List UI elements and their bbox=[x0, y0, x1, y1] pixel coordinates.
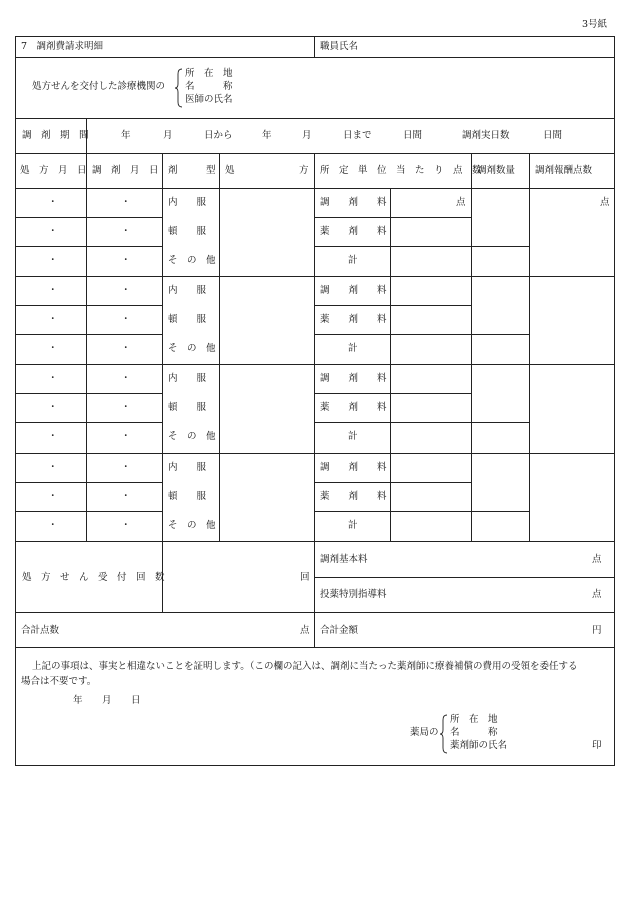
rx-date-field[interactable]: ・ bbox=[48, 431, 58, 442]
period-day-to: 日まで bbox=[343, 130, 372, 141]
dispense-date-field[interactable]: ・ bbox=[121, 226, 131, 237]
rx-date-field[interactable]: ・ bbox=[48, 343, 58, 354]
period-month-to: 月 bbox=[302, 130, 312, 141]
subtotal-label: 計 bbox=[348, 343, 358, 354]
rx-date-field[interactable]: ・ bbox=[48, 226, 58, 237]
pharmacy-fields[interactable] bbox=[512, 712, 588, 756]
col-quantity: 調剤数量 bbox=[477, 165, 516, 176]
dispense-date-field[interactable]: ・ bbox=[121, 491, 131, 502]
basic-fee-label: 調剤基本料 bbox=[320, 554, 368, 565]
institution-name-label: 名 称 bbox=[185, 81, 233, 92]
rx-date-field[interactable]: ・ bbox=[48, 255, 58, 266]
dosage-form-oral: 内 服 bbox=[168, 285, 207, 296]
times-unit: 回 bbox=[300, 572, 310, 583]
rx-date-field[interactable]: ・ bbox=[48, 314, 58, 325]
pharmacy-brace bbox=[440, 714, 447, 754]
pharmacist-name-label: 薬剤師の氏名 bbox=[450, 740, 508, 751]
institution-doctor-label: 医師の氏名 bbox=[185, 94, 233, 105]
institution-prefix: 処方せんを交付した診療機関の bbox=[32, 81, 166, 92]
col-prescription-right: 方 bbox=[299, 165, 309, 176]
basic-fee-unit: 点 bbox=[592, 554, 602, 565]
rx-date-field[interactable]: ・ bbox=[48, 373, 58, 384]
institution-brace bbox=[175, 68, 182, 108]
rx-date-field[interactable]: ・ bbox=[48, 197, 58, 208]
col-fee-points: 調剤報酬点数 bbox=[535, 165, 593, 176]
cert-date-day: 日 bbox=[131, 695, 141, 706]
dosage-form-oral: 内 服 bbox=[168, 373, 207, 384]
actual-days-unit: 日間 bbox=[543, 130, 563, 141]
guidance-fee-unit: 点 bbox=[592, 589, 602, 600]
dispense-date-field[interactable]: ・ bbox=[121, 197, 131, 208]
drug-fee-label: 薬 剤 料 bbox=[320, 491, 387, 502]
rx-date-field[interactable]: ・ bbox=[48, 462, 58, 473]
form-number: 3号紙 bbox=[582, 19, 608, 30]
period-label: 調 剤 期 間 bbox=[22, 130, 89, 141]
dosage-form-asneeded: 頓 服 bbox=[168, 402, 207, 413]
dosage-form-asneeded: 頓 服 bbox=[168, 226, 207, 237]
cert-date-month: 月 bbox=[102, 695, 112, 706]
drug-fee-label: 薬 剤 料 bbox=[320, 226, 387, 237]
institution-fields[interactable] bbox=[245, 62, 610, 114]
period-year: 年 bbox=[121, 130, 131, 141]
certification-text-2: 場合は不要です。 bbox=[21, 676, 97, 687]
pharmacy-prefix: 薬局の bbox=[410, 727, 439, 738]
prescription-field[interactable] bbox=[221, 278, 312, 362]
col-unit-points: 所 定 単 位 当 た り 点 数 bbox=[320, 165, 482, 176]
dosage-form-other: そ の 他 bbox=[168, 520, 216, 531]
total-amount-label: 合計金額 bbox=[320, 625, 359, 636]
pharmacy-address-label: 所 在 地 bbox=[450, 714, 498, 725]
dosage-form-other: そ の 他 bbox=[168, 255, 216, 266]
col-prescription-left: 処 bbox=[225, 165, 235, 176]
dispense-date-field[interactable]: ・ bbox=[121, 343, 131, 354]
dosage-form-asneeded: 頓 服 bbox=[168, 491, 207, 502]
dosage-form-oral: 内 服 bbox=[168, 462, 207, 473]
staff-name-label: 職員氏名 bbox=[320, 41, 359, 52]
dispense-date-field[interactable]: ・ bbox=[121, 285, 131, 296]
subtotal-label: 計 bbox=[348, 520, 358, 531]
dosage-form-oral: 内 服 bbox=[168, 197, 207, 208]
dispensing-fee-label: 調 剤 料 bbox=[320, 197, 387, 208]
actual-days-label: 調剤実日数 bbox=[462, 130, 510, 141]
prescription-field[interactable] bbox=[221, 366, 312, 450]
claim-form-frame bbox=[15, 36, 615, 766]
dosage-form-asneeded: 頓 服 bbox=[168, 314, 207, 325]
dosage-form-other: そ の 他 bbox=[168, 343, 216, 354]
cert-date-year: 年 bbox=[73, 695, 83, 706]
unit-points-unit: 点 bbox=[456, 197, 466, 208]
dispense-date-field[interactable]: ・ bbox=[121, 520, 131, 531]
period-day-from: 日から bbox=[204, 130, 233, 141]
period-year-to: 年 bbox=[262, 130, 272, 141]
dispense-date-field[interactable]: ・ bbox=[121, 402, 131, 413]
certification-text-1: 上記の事項は、事実と相違ないことを証明します。（この欄の記入は、調剤に当たった薬剤師に療養補償の費用の受領を委任する bbox=[32, 661, 578, 672]
rx-date-field[interactable]: ・ bbox=[48, 402, 58, 413]
rx-date-field[interactable]: ・ bbox=[48, 285, 58, 296]
total-amount-unit: 円 bbox=[592, 625, 602, 636]
pharmacy-name-label: 名 称 bbox=[450, 727, 498, 738]
total-points-unit: 点 bbox=[300, 625, 310, 636]
prescription-field[interactable] bbox=[221, 190, 312, 274]
fee-points-unit: 点 bbox=[600, 197, 610, 208]
period-month: 月 bbox=[163, 130, 173, 141]
col-dosage-form: 剤 型 bbox=[168, 165, 216, 176]
guidance-fee-label: 投薬特別指導料 bbox=[320, 589, 387, 600]
item-title: 7 調剤費請求明細 bbox=[21, 41, 104, 52]
dispense-date-field[interactable]: ・ bbox=[121, 462, 131, 473]
rx-count-label: 処 方 せ ん 受 付 回 数 bbox=[22, 572, 165, 583]
prescription-field[interactable] bbox=[221, 455, 312, 539]
dosage-form-other: そ の 他 bbox=[168, 431, 216, 442]
col-rx-date: 処 方 月 日 bbox=[20, 165, 87, 176]
dispensing-fee-label: 調 剤 料 bbox=[320, 285, 387, 296]
dispense-date-field[interactable]: ・ bbox=[121, 314, 131, 325]
staff-name-field[interactable] bbox=[372, 38, 612, 56]
dispense-date-field[interactable]: ・ bbox=[121, 373, 131, 384]
dispense-date-field[interactable]: ・ bbox=[121, 255, 131, 266]
total-points-label: 合計点数 bbox=[21, 625, 60, 636]
rx-date-field[interactable]: ・ bbox=[48, 520, 58, 531]
seal-mark: 印 bbox=[592, 740, 602, 751]
dispense-date-field[interactable]: ・ bbox=[121, 431, 131, 442]
drug-fee-label: 薬 剤 料 bbox=[320, 314, 387, 325]
institution-address-label: 所 在 地 bbox=[185, 68, 233, 79]
subtotal-label: 計 bbox=[348, 431, 358, 442]
drug-fee-label: 薬 剤 料 bbox=[320, 402, 387, 413]
rx-date-field[interactable]: ・ bbox=[48, 491, 58, 502]
subtotal-label: 計 bbox=[348, 255, 358, 266]
rx-count-field[interactable] bbox=[164, 544, 312, 610]
dispensing-fee-label: 調 剤 料 bbox=[320, 462, 387, 473]
period-days: 日間 bbox=[403, 130, 423, 141]
dispensing-fee-label: 調 剤 料 bbox=[320, 373, 387, 384]
col-dispense-date: 調 剤 月 日 bbox=[92, 165, 159, 176]
